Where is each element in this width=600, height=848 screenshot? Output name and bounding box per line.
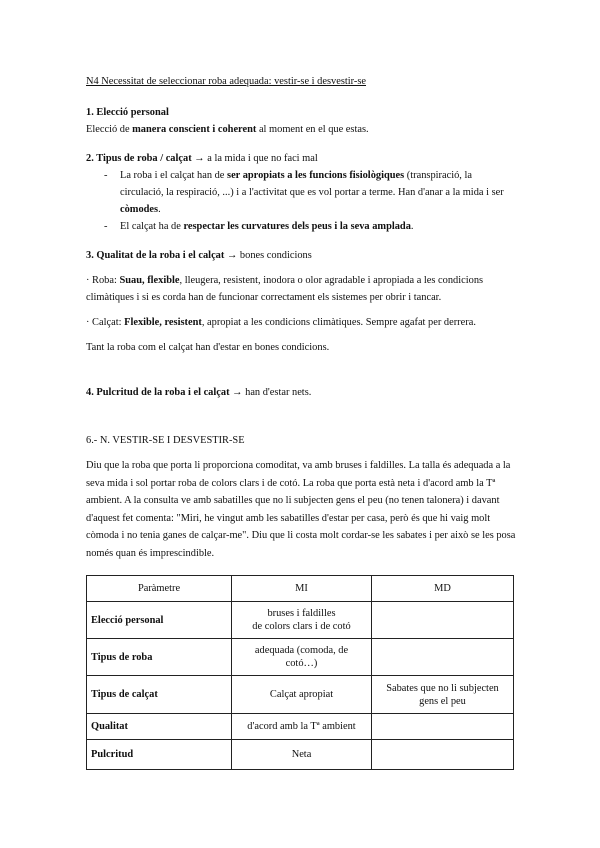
- page-title: N4 Necessitat de seleccionar roba adequada: vestir-se i desvestir-se: [86, 76, 367, 87]
- section-eleccio-personal: [86, 104, 516, 138]
- md-cell: [372, 639, 514, 676]
- md-cell: [372, 714, 514, 740]
- table-row: [87, 639, 514, 676]
- list-item: - La roba i el calçat han de ser apropiats a les funcions fisiològiques (transpiració, la circulació, la respiració, ...) i a l'activitat que es vol portar a terme. Han d'anar a la mida i ser còmodes.: [86, 167, 516, 218]
- bullet-list: [86, 167, 516, 235]
- table-row: [87, 714, 514, 740]
- roba-text: · Roba: Suau, flexible, lleugera, resistent, inodora o olor agradable i apropiada a les condicions climàtiques i si es corda han de funcionar correctament els sistemes per obrir i tancar.: [86, 275, 484, 303]
- param-cell: Qualitat: [87, 714, 232, 740]
- table-row: [87, 740, 514, 770]
- section-paragraph: Diu que la roba que porta li proporciona comoditat, va amb bruses i faldilles. La talla és adequada a la seva mida i sol portar roba de colors clars i de cotó. La roba que porta està neta i d'acord amb la Tª ambient. A la consulta ve amb sabatilles que no li subjecten gens el peu (no tenen talonera) i davant d'aquest fet comenta: "Miri, he vingut amb les sabatilles d'estar per casa, però és que hi vaig molt còmoda i no tenia ganes de calçar-me". Diu que li costa molt cordar-se les sabates i per això se les posa només quan és imprescindible.: [86, 460, 516, 559]
- section-heading: 2. Tipus de roba / calçat → a la mida i que no faci mal: [86, 153, 318, 164]
- section-vestir-se: [86, 432, 516, 562]
- calcat-text: · Calçat: Flexible, resistent, apropiat a les condicions climàtiques. Sempre agafat per derrera.: [86, 317, 476, 328]
- column-header: MI: [232, 576, 372, 602]
- column-header: MD: [372, 576, 514, 602]
- section-heading: 6.- N. VESTIR-SE I DESVESTIR-SE: [86, 435, 245, 446]
- section-qualitat: [86, 247, 516, 356]
- md-cell: Sabates que no li subjecten gens el peu: [372, 676, 514, 714]
- mi-cell: d'acord amb la Tª ambient: [232, 714, 372, 740]
- param-cell: Tipus de calçat: [87, 676, 232, 714]
- section-text: Elecció de manera conscient i coherent al moment en el que estas.: [86, 124, 369, 135]
- section-heading: 3. Qualitat de la roba i el calçat → bones condicions: [86, 250, 312, 261]
- param-cell: Tipus de roba: [87, 639, 232, 676]
- md-cell: [372, 602, 514, 639]
- mi-cell: Neta: [232, 740, 372, 770]
- assessment-table: [86, 575, 514, 770]
- param-cell: Pulcritud: [87, 740, 232, 770]
- param-cell: Elecció personal: [87, 602, 232, 639]
- column-header: Paràmetre: [87, 576, 232, 602]
- section-tipus-roba: [86, 150, 516, 235]
- section-pulcritud: [86, 384, 516, 401]
- table-header-row: [87, 576, 514, 602]
- list-item: - El calçat ha de respectar les curvatures dels peus i la seva amplada.: [86, 218, 516, 235]
- table-row: [87, 676, 514, 714]
- mi-cell: bruses i faldilles de colors clars i de cotó: [232, 602, 372, 639]
- section-heading: 4. Pulcritud de la roba i el calçat → han d'estar nets.: [86, 387, 312, 398]
- mi-cell: adequada (comoda, de cotó…): [232, 639, 372, 676]
- section-heading: 1. Elecció personal: [86, 107, 169, 118]
- table-row: [87, 602, 514, 639]
- bones-condicions-text: Tant la roba com el calçat han d'estar en bones condicions.: [86, 342, 330, 353]
- md-cell: [372, 740, 514, 770]
- mi-cell: Calçat apropiat: [232, 676, 372, 714]
